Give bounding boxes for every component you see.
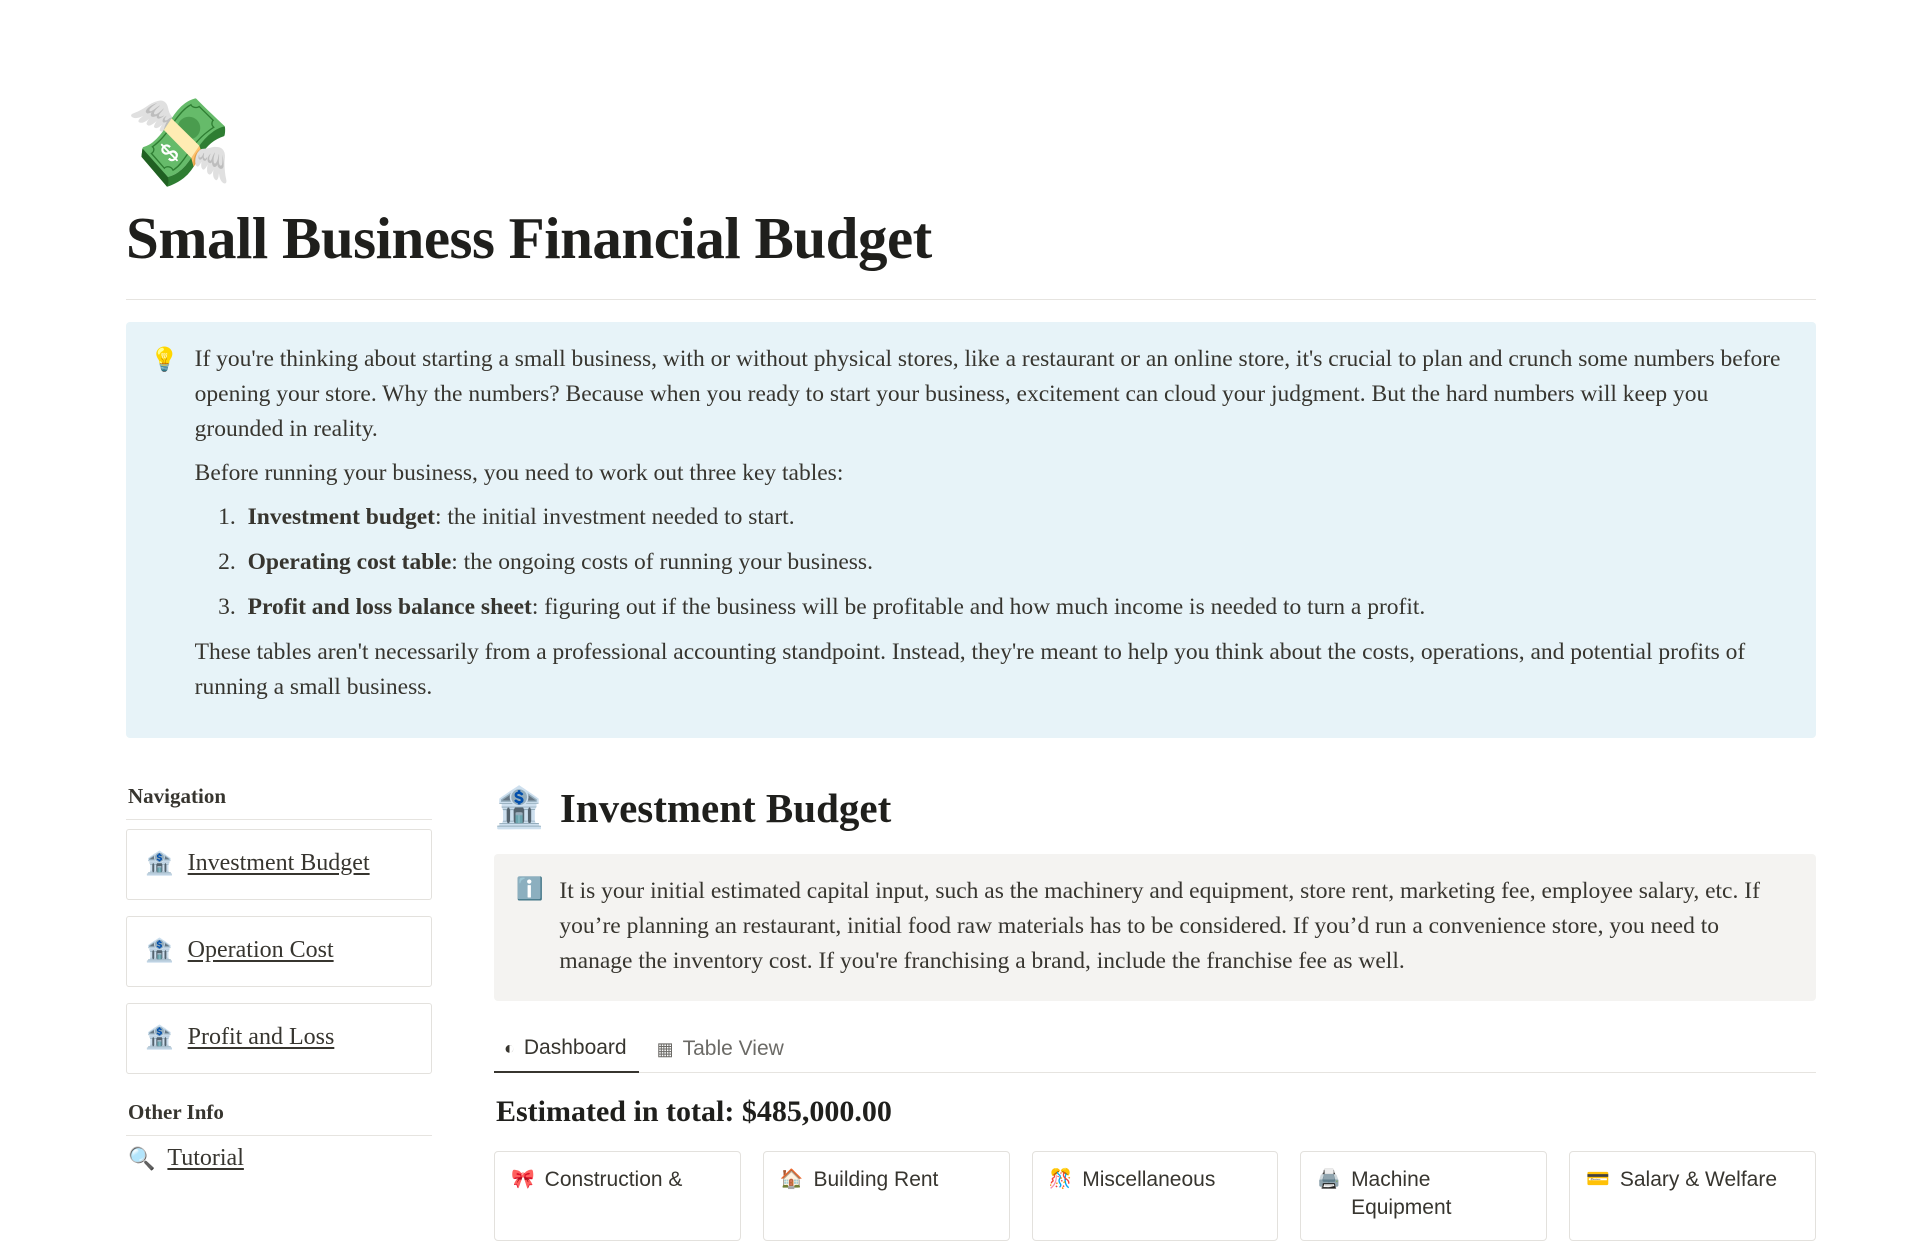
ribbon-icon: 🎀 — [511, 1169, 535, 1190]
stat-card-head — [780, 1166, 995, 1194]
info-callout — [494, 854, 1816, 1001]
navigation-heading: Navigation — [128, 784, 227, 808]
sidebar-item-label: Profit and Loss — [187, 1024, 335, 1050]
database-title: Investment Budget — [559, 785, 892, 831]
list-item-title: Operating cost table — [247, 549, 452, 575]
view-tab-bar — [494, 1027, 1816, 1073]
list-item-desc: : the ongoing costs of running your business. — [451, 549, 873, 575]
stat-card[interactable] — [1569, 1151, 1816, 1241]
stat-card-label: Machine Equipment — [1351, 1168, 1452, 1219]
database-heading — [494, 784, 1816, 832]
other-info-heading: Other Info — [128, 1100, 224, 1124]
bank-icon: 🏦 — [145, 851, 174, 876]
tab-label: Dashboard — [523, 1036, 627, 1059]
list-item-title: Profit and loss balance sheet — [247, 594, 532, 620]
magnifier-icon: 🔍 — [128, 1145, 156, 1171]
stat-card[interactable] — [494, 1151, 741, 1241]
bank-icon: 🏦 — [145, 1025, 174, 1050]
stat-card-head — [1049, 1166, 1264, 1194]
page-content — [126, 0, 1816, 1241]
table-icon: ▦ — [656, 1038, 674, 1059]
info-callout-text: It is your initial estimated capital input, such as the machinery and equipment, store rent, marketing fee, employee salary, etc. If you’re planning an restaurant, initial food raw materials has to be considered. If you’d run a convenience store, you need to manage the inventory cost. If you're franchising a brand, include the franchise fee as well. — [559, 878, 1760, 974]
tab-label: Table View — [682, 1036, 784, 1060]
list-item-desc: : the initial investment needed to start. — [435, 504, 795, 530]
list-item — [242, 500, 1790, 535]
card-icon: 💳 — [1586, 1169, 1610, 1190]
page-emoji-icon: 💸 — [126, 95, 234, 191]
sidebar-item-tutorial[interactable] — [126, 1145, 432, 1172]
chart-icon: ◐ — [504, 1038, 515, 1058]
sidebar-item-label: Tutorial — [167, 1145, 244, 1171]
other-info-divider — [126, 1135, 432, 1136]
bank-icon: 🏦 — [145, 938, 174, 963]
lightbulb-icon: 💡 — [150, 347, 179, 372]
house-icon: 🏠 — [779, 1169, 804, 1190]
list-item-title: Investment budget — [247, 504, 435, 530]
page-title: Small Business Financial Budget — [126, 205, 932, 271]
stat-card-row — [494, 1151, 1816, 1241]
sidebar-item-label: Operation Cost — [187, 937, 334, 963]
stat-card[interactable] — [1032, 1151, 1279, 1241]
title-divider — [126, 299, 1816, 300]
confetti-icon: 🎊 — [1048, 1169, 1073, 1190]
stat-card-label: Construction & — [544, 1168, 683, 1191]
stat-card[interactable] — [1300, 1151, 1547, 1241]
list-item — [242, 545, 1790, 580]
list-item-desc: : figuring out if the business will be profitable and how much income is needed to turn a profit. — [531, 594, 1426, 620]
intro-paragraph-2: Before running your business, you need to work out three key tables: — [194, 460, 844, 486]
navigation-column — [126, 784, 432, 1241]
bank-icon: 🏦 — [494, 785, 544, 830]
stat-card-head — [511, 1166, 726, 1194]
stat-card[interactable] — [763, 1151, 1010, 1241]
key-tables-list — [195, 500, 1790, 625]
two-column-layout — [126, 784, 1816, 1241]
sidebar-item-profit-and-loss[interactable] — [126, 1003, 432, 1074]
stat-card-label: Salary & Welfare — [1619, 1168, 1778, 1191]
database-column — [494, 784, 1816, 1241]
list-item — [242, 590, 1790, 625]
stat-card-head — [1586, 1166, 1801, 1194]
tab-dashboard[interactable] — [494, 1027, 639, 1073]
printer-icon: 🖨️ — [1317, 1169, 1342, 1190]
stat-card-label: Miscellaneous — [1082, 1168, 1216, 1191]
tab-table-view[interactable] — [647, 1028, 796, 1072]
sidebar-item-investment-budget[interactable] — [126, 829, 432, 900]
info-icon: ℹ️ — [516, 876, 544, 901]
intro-callout — [126, 322, 1816, 738]
intro-callout-body — [195, 342, 1790, 714]
stat-card-head — [1317, 1166, 1532, 1222]
stat-card-label: Building Rent — [813, 1168, 939, 1191]
intro-paragraph-1: If you're thinking about starting a small business, with or without physical stores, like a restaurant or an online store, it's crucial to plan and crunch some numbers before opening your store. Why the numbers? Because when you ready to start your business, excitement can cloud your judgment. But the hard numbers will keep you grounded in reality. — [194, 346, 1781, 442]
intro-paragraph-3: These tables aren't necessarily from a professional accounting standpoint. Instead, they're meant to help you think about the costs, operations, and potential profits of running a small business. — [194, 639, 1746, 700]
estimated-total: Estimated in total: $485,000.00 — [496, 1095, 892, 1128]
navigation-divider — [126, 819, 432, 820]
sidebar-item-label: Investment Budget — [187, 850, 370, 876]
sidebar-item-operation-cost[interactable] — [126, 916, 432, 987]
